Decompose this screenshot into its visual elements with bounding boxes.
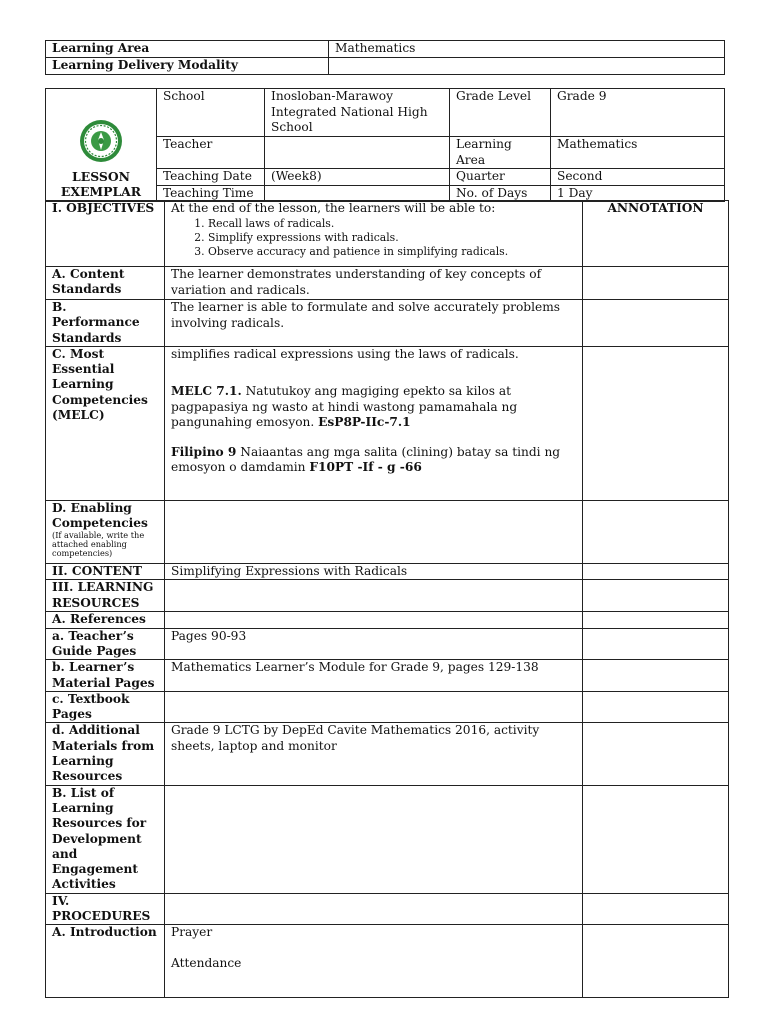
annotation-cell [583, 723, 729, 785]
textbook-label: c. Textbook Pages [46, 691, 165, 723]
quarter-label: Quarter [450, 169, 551, 186]
annotation-header: ANNOTATION [583, 201, 729, 267]
additional-materials-label: d. Additional Materials from Learning Resources [46, 723, 165, 785]
objectives-cell [165, 201, 583, 267]
top-info-table [45, 40, 725, 75]
school-seal-icon [79, 119, 123, 163]
melc71-text: Natutukoy ang magiging epekto sa kilos at pagpapasiya ng wasto at hindi wastong pamamahala ng pangunahing emosyon. [171, 384, 518, 430]
melc-text: simplifies radical expressions using the laws of radicals. [171, 346, 519, 361]
teacher-value [265, 137, 450, 169]
melc-cell [165, 346, 583, 500]
filipino-text: Naiaantas ang mga salita (clining) batay sa tindi ng emosyon o damdamin [171, 444, 561, 475]
annotation-cell [583, 346, 729, 500]
references-label: A. References [46, 612, 165, 628]
content-value: Simplifying Expressions with Radicals [165, 563, 583, 580]
teaching-date-value: (Week8) [265, 169, 450, 186]
introduction-line-1: Prayer [171, 925, 213, 940]
days-value: 1 Day [551, 185, 725, 202]
modality-label: Learning Delivery Modality [46, 58, 329, 75]
procedures-value [165, 893, 583, 925]
filipino-code: F10PT -If - g -66 [309, 460, 422, 475]
melc71-paragraph [171, 384, 576, 431]
list-resources-value [165, 785, 583, 893]
objectives-label: I. OBJECTIVES [46, 201, 165, 267]
table-row [46, 612, 729, 628]
performance-standards-value: The learner is able to formulate and solve accurately problems involving radicals. [165, 300, 583, 347]
filipino-bold: Filipino 9 [171, 444, 237, 459]
annotation-cell [583, 580, 729, 612]
enabling-label: D. Enabling Competencies [52, 500, 148, 531]
table-row [46, 660, 729, 692]
annotation-cell [583, 500, 729, 563]
table-row [46, 723, 729, 785]
introduction-cell [165, 925, 583, 998]
table-row [46, 201, 729, 267]
resources-value [165, 580, 583, 612]
learning-area-value: Mathematics [329, 41, 725, 58]
modality-value [329, 58, 725, 75]
table-row [46, 267, 729, 300]
logo-cell [46, 89, 157, 202]
learners-material-label: b. Learner’s Material Pages [46, 660, 165, 692]
learning-area-label: Learning Area [46, 41, 329, 58]
annotation-cell [583, 785, 729, 893]
annotation-cell [583, 300, 729, 347]
table-row [46, 300, 729, 347]
performance-standards-label: B. Performance Standards [46, 300, 165, 347]
quarter-value: Second [551, 169, 725, 186]
school-value: Inosloban-Marawoy Integrated National High School [265, 89, 450, 137]
additional-materials-value: Grade 9 LCTG by DepEd Cavite Mathematics 2016, activity sheets, laptop and monitor [165, 723, 583, 785]
lesson-exemplar-label [46, 169, 156, 201]
enabling-label-cell [46, 500, 165, 563]
textbook-value [165, 691, 583, 723]
content-label: II. CONTENT [46, 563, 165, 580]
table-row [46, 563, 729, 580]
objectives-intro: At the end of the lesson, the learners will be able to: [171, 201, 496, 215]
melc71-code: EsP8P-IIc-7.1 [318, 415, 411, 430]
grade-level-label: Grade Level [450, 89, 551, 137]
procedures-label: IV. PROCEDURES [46, 893, 165, 925]
annotation-cell [583, 925, 729, 998]
lesson-label-line2: EXEMPLAR [60, 184, 142, 199]
annotation-cell [583, 267, 729, 300]
table-row [46, 925, 729, 998]
list-item: 2. Simplify expressions with radicals. [208, 231, 576, 245]
list-resources-label: B. List of Learning Resources for Development and Engagement Activities [46, 785, 165, 893]
annotation-cell [583, 628, 729, 660]
content-standards-value: The learner demonstrates understanding of key concepts of variation and radicals. [165, 267, 583, 300]
objectives-list [171, 217, 576, 259]
teachers-guide-label: a. Teacher’s Guide Pages [46, 628, 165, 660]
lesson-header-table [45, 88, 725, 202]
filipino-paragraph [171, 445, 576, 476]
annotation-cell [583, 893, 729, 925]
table-row [46, 346, 729, 500]
introduction-line-2: Attendance [171, 955, 242, 970]
teachers-guide-value: Pages 90-93 [165, 628, 583, 660]
school-label: School [157, 89, 265, 137]
table-row [46, 893, 729, 925]
days-label: No. of Days [450, 185, 551, 202]
content-standards-label: A. Content Standards [46, 267, 165, 300]
annotation-cell [583, 612, 729, 628]
teaching-date-label: Teaching Date [157, 169, 265, 186]
enabling-value [165, 500, 583, 563]
grade-level-value: Grade 9 [551, 89, 725, 137]
lesson-label-line1: LESSON [72, 169, 130, 184]
references-value [165, 612, 583, 628]
melc71-bold: MELC 7.1. [171, 384, 242, 399]
table-row [46, 691, 729, 723]
enabling-note: (If available, write the attached enabling competencies) [52, 530, 145, 559]
table-row [46, 628, 729, 660]
resources-label: III. LEARNING RESOURCES [46, 580, 165, 612]
table-row [46, 785, 729, 893]
table-row [46, 580, 729, 612]
teaching-time-label: Teaching Time [157, 185, 265, 202]
header-learning-area-label: Learning Area [450, 137, 551, 169]
annotation-cell [583, 691, 729, 723]
list-item: 1. Recall laws of radicals. [208, 217, 576, 231]
table-row [46, 500, 729, 563]
teacher-label: Teacher [157, 137, 265, 169]
annotation-cell [583, 563, 729, 580]
header-learning-area-value: Mathematics [551, 137, 725, 169]
melc-label: C. Most Essential Learning Competencies (MELC) [46, 346, 165, 500]
learners-material-value: Mathematics Learner’s Module for Grade 9, pages 129-138 [165, 660, 583, 692]
introduction-label: A. Introduction [46, 925, 165, 998]
lesson-plan-table [45, 200, 729, 998]
annotation-cell [583, 660, 729, 692]
list-item: 3. Observe accuracy and patience in simplifying radicals. [208, 245, 576, 259]
